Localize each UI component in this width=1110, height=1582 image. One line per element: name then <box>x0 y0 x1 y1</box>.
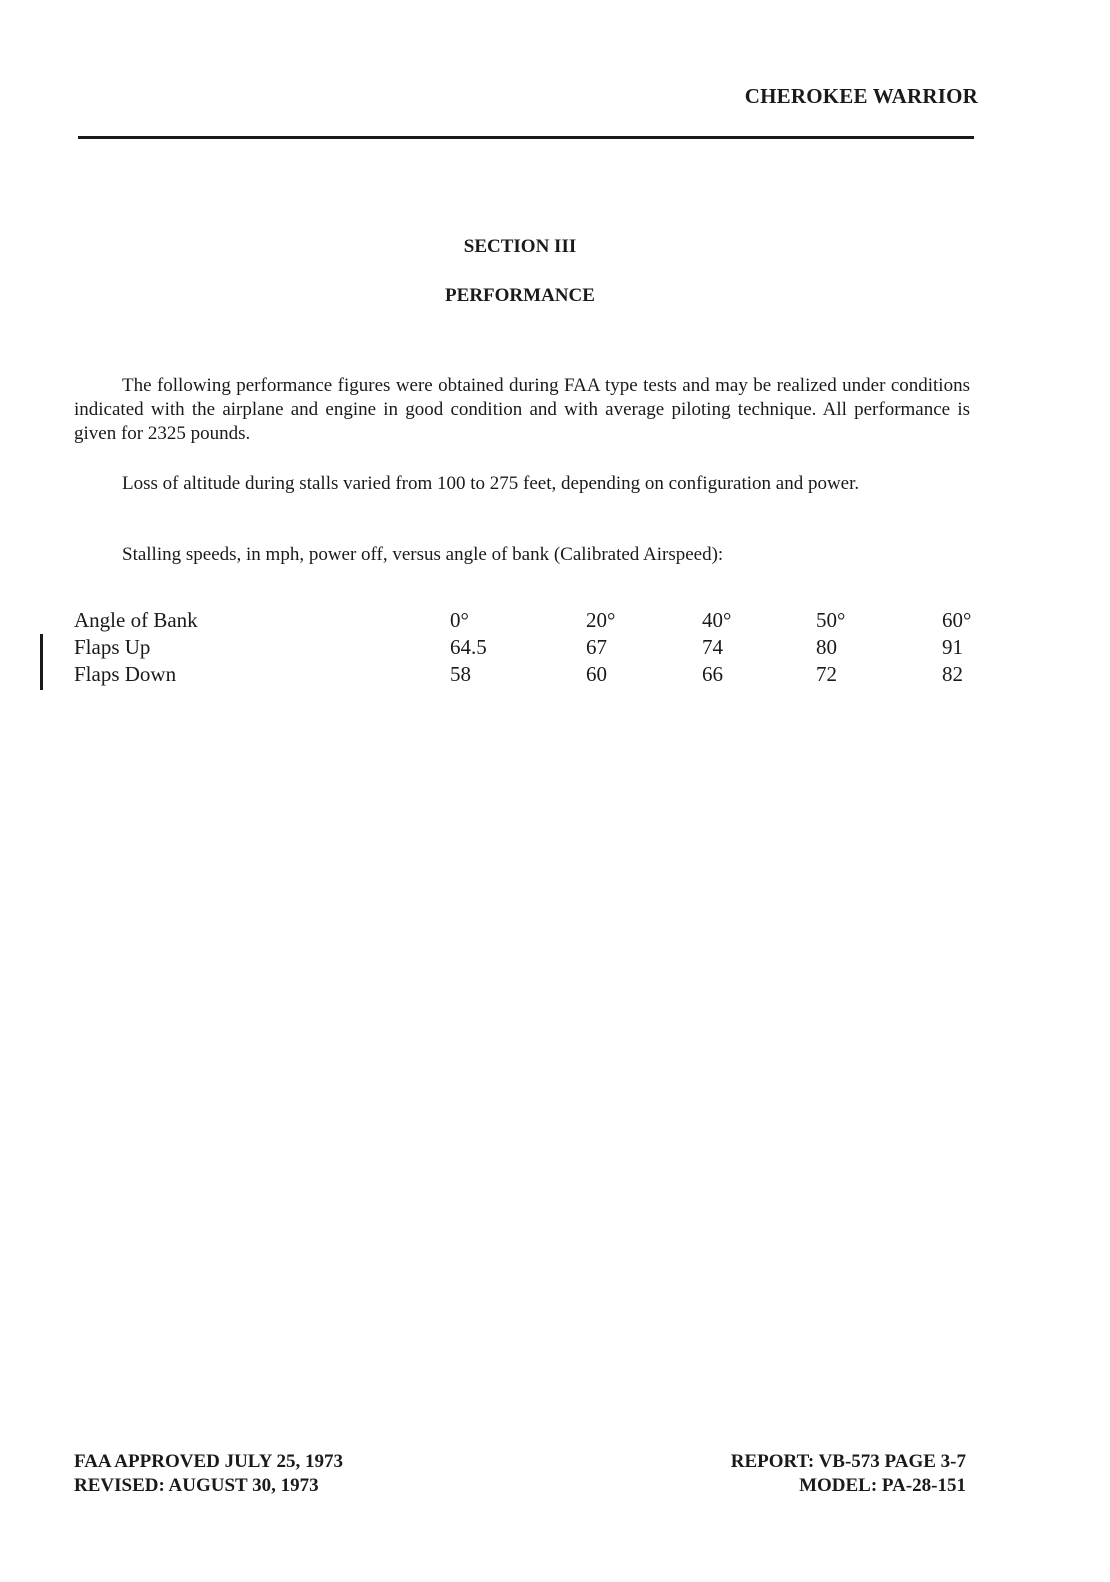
table-header-row <box>74 608 984 635</box>
table-cell: 58 <box>450 662 471 686</box>
table-cell: 67 <box>586 635 607 659</box>
angle-header-cell: 40° <box>702 608 732 632</box>
stall-speed-table <box>74 608 984 689</box>
header-divider <box>78 136 974 139</box>
table-cell: 66 <box>702 662 723 686</box>
model-number: MODEL: PA-28-151 <box>799 1475 966 1496</box>
revision-change-bar <box>40 634 43 690</box>
intro-paragraph: The following performance figures were obtained during FAA type tests and may be realized under conditions indicated with the airplane and engine in good condition and with average piloting technique. All performance is given for 2325 pounds. <box>74 375 970 444</box>
altitude-loss-paragraph: Loss of altitude during stalls varied from 100 to 275 feet, depending on configuration and power. <box>122 473 860 494</box>
table-cell: 74 <box>702 635 723 659</box>
stall-speed-intro: Stalling speeds, in mph, power off, versus angle of bank (Calibrated Airspeed): <box>122 544 724 565</box>
table-cell: 80 <box>816 635 837 659</box>
row-label: Flaps Up <box>74 635 151 659</box>
faa-approved-date: FAA APPROVED JULY 25, 1973 <box>74 1451 344 1472</box>
angle-header-cell: 20° <box>586 608 616 632</box>
section-title: PERFORMANCE <box>445 285 595 306</box>
table-row-flaps-up <box>74 635 984 662</box>
table-cell: 91 <box>942 635 963 659</box>
angle-of-bank-label: Angle of Bank <box>74 608 198 632</box>
footer-report-block <box>731 1450 966 1498</box>
angle-header-cell: 60° <box>942 608 972 632</box>
angle-header-cell: 0° <box>450 608 469 632</box>
table-cell: 82 <box>942 662 963 686</box>
table-cell: 64.5 <box>450 635 487 659</box>
footer-approval-block <box>74 1450 343 1498</box>
table-cell: 72 <box>816 662 837 686</box>
section-number: SECTION III <box>463 236 577 257</box>
table-row-flaps-down <box>74 662 984 689</box>
row-label: Flaps Down <box>74 662 177 686</box>
report-page-number: REPORT: VB-573 PAGE 3-7 <box>730 1451 966 1472</box>
document-header-title: CHEROKEE WARRIOR <box>744 84 978 108</box>
angle-header-cell: 50° <box>816 608 846 632</box>
table-cell: 60 <box>586 662 607 686</box>
revised-date: REVISED: AUGUST 30, 1973 <box>74 1475 319 1496</box>
